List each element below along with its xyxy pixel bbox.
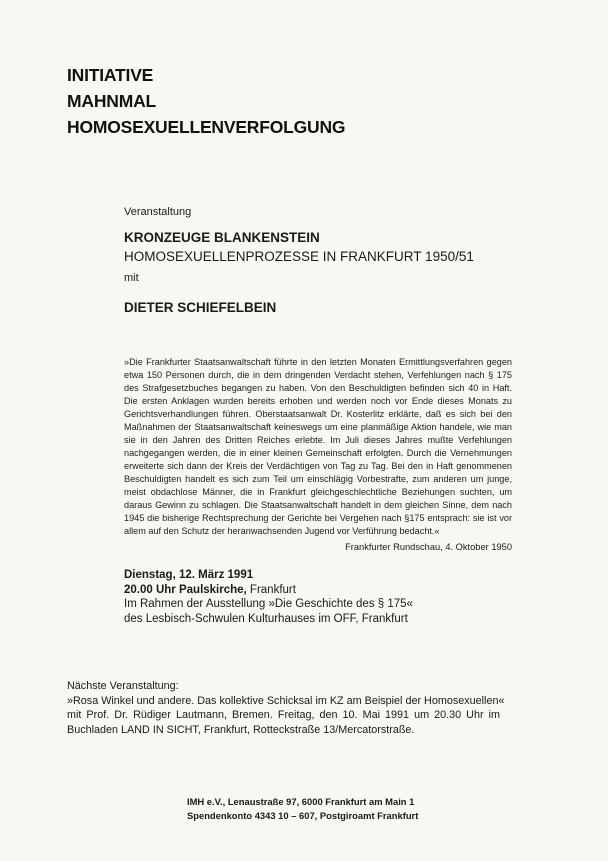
event-city: Frankfurt [246,583,296,596]
next-event-line: mit Prof. Dr. Rüdiger Lautmann, Bremen. Freitag, den 10. Mai 1991 um 20.30 Uhr im [67,709,500,721]
footer [187,795,418,823]
event-block [124,205,474,316]
quote-source: Frankfurter Rundschau, 4. Oktober 1950 [345,542,512,552]
date-block [124,568,413,626]
newspaper-quote: »Die Frankfurter Staatsanwaltschaft führte in den letzten Monaten Ermittlungsverfahren gegen etwa 150 Personen durch, die in dem dringenden Verdacht stehen, Verfehlungen nach § 175 des Strafgesetzbuches begangen zu haben. Von den Beschuldigten befinden sich 40 in Haft. Die ersten Anklagen wurden bereits erhoben und werden noch vor Ende dieses Monats zu Gerichtsverhandlungen führen. Oberstaatsanwalt Dr. Kosterlitz erklärte, daß es sich bei den Maßnahmen der Staatsanwaltschaft keineswegs um eine planmäßige Aktion handele, wie man sie in den Jahren des Dritten Reiches erlebte. Im Juli dieses Jahres mußte Verfehlungen nachgegangen werden, die in einer kleinen Gemeinschaft erfolgten. Durch die Vernehmungen erweiterte sich dann der Kreis der Verdächtigen von Tag zu Tag. Bei den in Haft genommenen Beschuldigten handelt es sich zum Teil um einschlägig Vorbestrafte, zum anderen um junge, meist obdachlose Männer, die in Frankfurt gleichgeschlechtliche Beziehungen suchten, um daraus Gewinn zu schlagen. Die Staatsanwaltschaft handelt in dem gleichen Sinne, dem nach 1945 die bisherige Rechtsprechung der Gerichte bei Vergehen nach §175 entsprach: sie ist vor allem auf den Schutz der heranwachsenden Jugend vor Verführung bedacht.« [124,357,512,536]
event-date: Dienstag, 12. März 1991 [124,569,254,581]
event-subtitle: HOMOSEXUELLENPROZESSE IN FRANKFURT 1950/51 [124,249,474,264]
org-title-line: HOMOSEXUELLENVERFOLGUNG [67,117,346,137]
mit-label: mit [124,272,139,284]
speaker-name: KRONZEUGE BLANKENSTEIN [124,230,320,245]
next-event-line: »Rosa Winkel und andere. Das kollektive Schicksal im KZ am Beispiel der Homosexuellen« [67,694,505,707]
next-event-label: Nächste Veranstaltung: [67,680,179,692]
org-title-line: INITIATIVE [67,65,154,85]
footer-account: Spendenkonto 4343 10 – 607, Postgiroamt Frankfurt [187,810,419,821]
event-time-place [124,583,413,598]
exhibition-line: Im Rahmen der Ausstellung »Die Geschichte des § 175« [124,598,413,610]
next-event-line: Buchladen LAND IN SICHT, Frankfurt, Rotteckstraße 13/Mercatorstraße. [67,723,415,736]
guest-name: DIETER SCHIEFELBEIN [124,300,277,315]
host-line: des Lesbisch-Schwulen Kulturhauses im OFF, Frankfurt [124,612,408,625]
org-title-line: MAHNMAL [67,91,156,111]
event-time: 20.00 Uhr Paulskirche, [124,583,247,596]
footer-address: IMH e.V., Lenaustraße 97, 6000 Frankfurt am Main 1 [187,796,415,807]
organization-title [67,62,345,140]
event-label: Veranstaltung [124,206,192,218]
next-event-block [67,679,505,737]
